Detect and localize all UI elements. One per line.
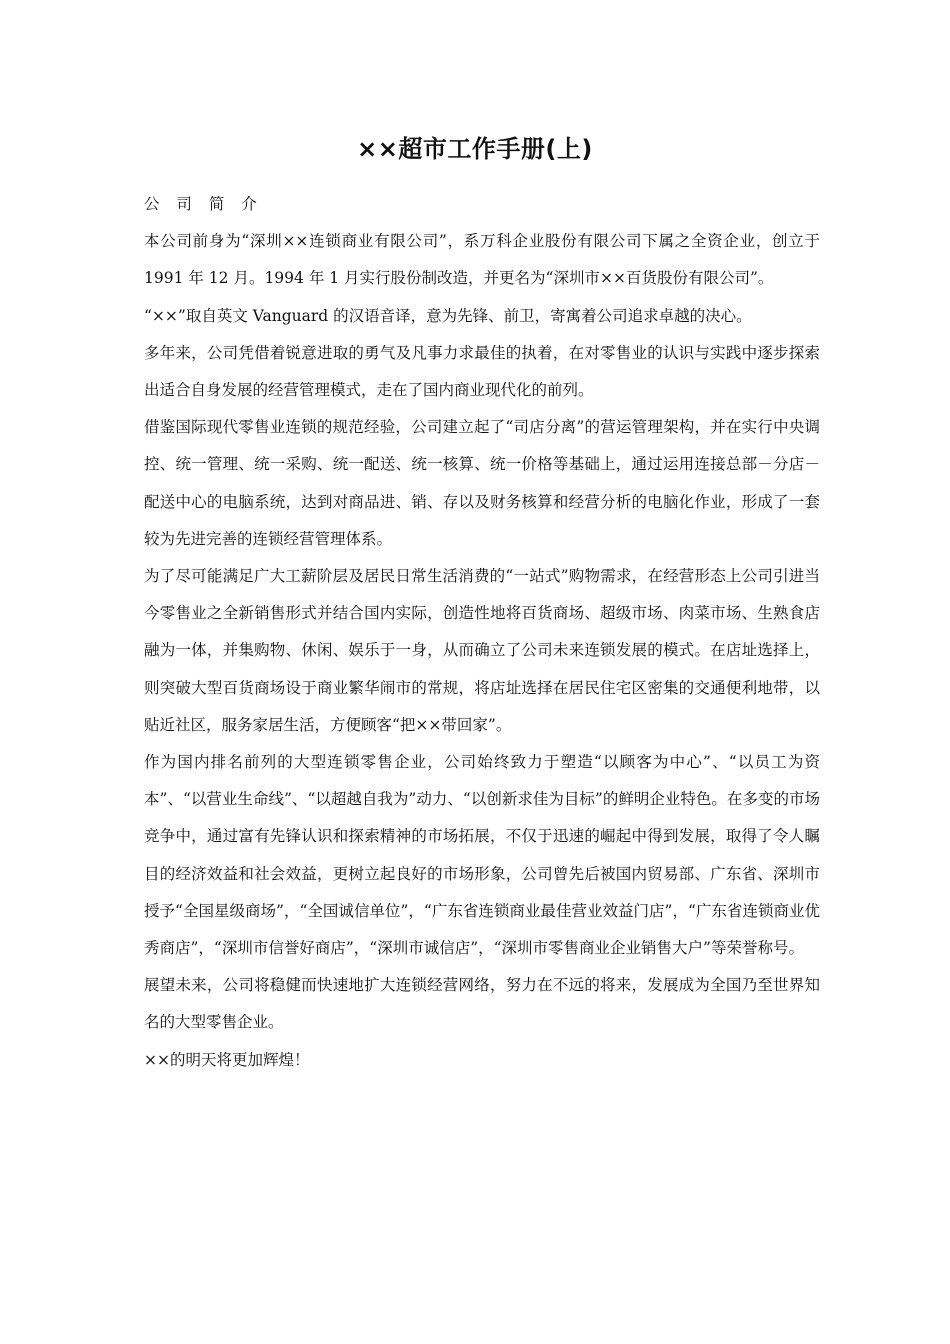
section-heading: 公 司 简 介 — [144, 195, 263, 213]
paragraph-business-model: 为了尽可能满足广大工薪阶层及居民日常生活消费的“一站式”购物需求，在经营形态上公司引进当今零售业之全新销售形式并结合国内实际，创造性地将百货商场、超级市场、肉菜市场、生熟食店融为一体，并集购物、休闲、娱乐于一身，从而确立了公司未来连锁发展的模式。在店址选择上，则突破大型百货商场设于商业繁华闹市的常规，将店址选择在居民住宅区密集的交通便利地带，以贴近社区，服务家居生活，方便顾客“把××带回家”。 — [144, 567, 820, 734]
document-title: ××超市工作手册(上) — [357, 135, 593, 163]
paragraph-name-meaning: “××”取自英文 Vanguard 的汉语音译，意为先锋、前卫，寄寓着公司追求卓越的决心。 — [144, 306, 752, 325]
paragraph-company-origin: 本公司前身为“深圳××连锁商业有限公司”，系万科企业股份有限公司下属之全资企业，创立于 1991 年 12 月。1994 年 1 月实行股份制改造，并更名为“深圳市××百货股份有限公司”。 — [144, 232, 820, 288]
document-body — [144, 186, 820, 1079]
paragraph-closing: ××的明天将更加辉煌！ — [144, 1050, 310, 1069]
paragraph-achievements: 作为国内排名前列的大型连锁零售企业，公司始终致力于塑造“以顾客为中心”、“以员工为资本”、“以营业生命线”、“以超越自我为”动力、“以创新求佳为目标”的鲜明企业特色。在多变的市场竞争中，通过富有先锋认识和探索精神的市场拓展，不仅于迅速的崛起中得到发展，取得了令人瞩目的经济效益和社会效益，更树立起良好的市场形象，公司曾先后被国内贸易部、广东省、深圳市授予“全国星级商场”，“全国诚信单位”，“广东省连锁商业最佳营业效益门店”，“广东省连锁商业优秀商店”，“深圳市信誉好商店”，“深圳市诚信店”，“深圳市零售商业企业销售大户”等荣誉称号。 — [144, 753, 820, 958]
paragraph-outlook: 展望未来，公司将稳健而快速地扩大连锁经营网络，努力在不远的将来，发展成为全国乃至世界知名的大型零售企业。 — [144, 976, 820, 1032]
paragraph-history: 多年来，公司凭借着锐意进取的勇气及凡事力求最佳的执着，在对零售业的认识与实践中逐步探索出适合自身发展的经营管理模式，走在了国内商业现代化的前列。 — [144, 343, 820, 400]
paragraph-management: 借鉴国际现代零售业连锁的规范经验，公司建立起了“司店分离”的营运管理架构，并在实行中央调控、统一管理、统一采购、统一配送、统一核算、统一价格等基础上，通过运用连接总部－分店－配送中心的电脑系统，达到对商品进、销、存以及财务核算和经营分析的电脑化作业，形成了一套较为先进完善的连锁经营管理体系。 — [144, 418, 820, 548]
